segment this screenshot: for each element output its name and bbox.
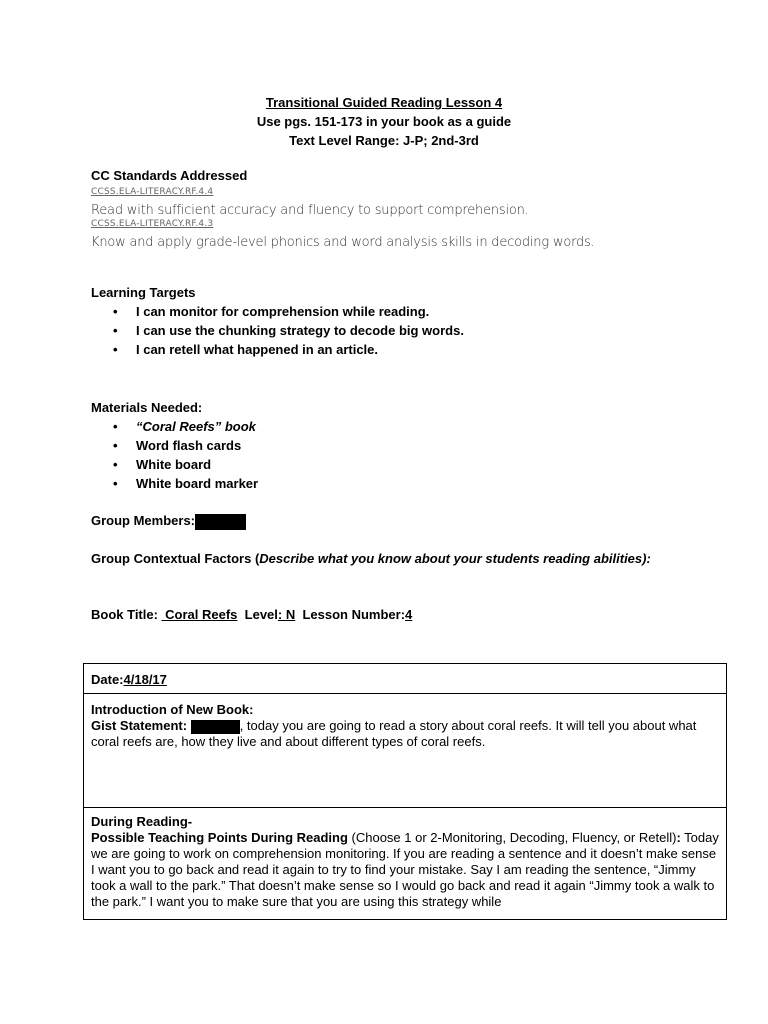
gist-text: , today you are going to read a story about coral reefs. It will tell you about what coral reefs are, how they live and about different types of coral reefs. [91,718,697,749]
list-item: • Word flash cards [113,438,242,453]
standard-code-2[interactable]: CCSS.ELA-LITERACY.RF.4.3 [91,219,214,229]
level-value: : N [277,607,296,622]
teaching-text: Today we are going to work on comprehension monitoring. If you are reading a sentence and it doesn’t make sense I want you to go back and read it again to try to find your mistake. Say I am reading the sentence, “Jimmy took a wall to the park.” That doesn’t make sense so I would go back and read it again “Jimmy took a walk to the park.” I want you to make sure that you are using this strategy while [91,830,719,909]
list-item: • I can use the chunking strategy to decode big words. [113,323,464,338]
book-info [91,606,691,624]
lesson-number-label: Lesson Number: [295,607,406,622]
guide-line: Use pgs. 151-173 in your book as a guide [256,114,512,129]
group-members-label: Group Members: [91,513,196,528]
intro-heading: Introduction of New Book: [91,702,254,717]
list-item: • I can retell what happened in an article. [113,342,379,357]
during-reading-heading: During Reading- [91,814,193,829]
lesson-header [0,93,768,150]
standard-text-2: Know and apply grade-level phonics and word analysis skills in decoding words. [91,235,595,250]
date-value: 4/18/17 [123,672,167,687]
intro-row [84,694,726,808]
contextual-label: Group Contextual Factors ( [91,551,260,566]
gist-statement [91,718,719,750]
group-members [91,512,691,530]
group-contextual-factors [91,550,651,568]
redacted-block [191,720,240,734]
gist-label: Gist Statement: [91,718,191,733]
list-item: • “Coral Reefs” book [113,419,256,434]
targets-list [91,302,691,359]
materials-list [91,417,691,493]
teaching-paren: (Choose 1 or 2-Monitoring, Decoding, Fluency, or Retell) [347,830,677,845]
redacted-block [195,514,246,530]
date-row [84,664,726,694]
book-title-value: Coral Reefs [161,607,238,622]
list-item: • White board marker [113,476,259,491]
targets-section [91,283,691,359]
level-range: Text Level Range: J-P; 2nd-3rd [289,133,479,148]
during-reading-row [84,808,726,919]
targets-heading: Learning Targets [91,285,196,300]
contextual-description: Describe what you know about your students reading abilities): [259,551,651,566]
date-label: Date: [91,672,124,687]
lesson-table [83,663,727,920]
standard-code-1[interactable]: CCSS.ELA-LITERACY.RF.4.4 [91,187,214,197]
lesson-title: Transitional Guided Reading Lesson 4 [265,95,503,110]
materials-heading: Materials Needed: [91,400,203,415]
teaching-label: Possible Teaching Points During Reading [91,830,348,845]
standard-text-1: Read with sufficient accuracy and fluency to support comprehension. [91,203,529,218]
lesson-number-value: 4 [405,607,413,622]
materials-section [91,398,691,493]
level-label: Level [237,607,278,622]
standards-section [91,167,691,255]
teaching-points: Possible Teaching Points During Reading (Choose 1 or 2-Monitoring, Decoding, Fluency, or Retell): Today we are going to work on comprehension monitoring. If you are reading a sentence and it doesn’t make sense I want you to go back and read it again to try to find your mistake. Say I am reading the sentence, “Jimmy took a wall to the park.” That doesn’t make sense so I would go back and read it again “Jimmy took a walk to the park.” I want you to make sure that you are using this strategy while [91,830,719,909]
standards-heading: CC Standards Addressed [91,168,248,183]
list-item: • White board [113,457,212,472]
list-item: • I can monitor for comprehension while reading. [113,304,430,319]
book-title-label: Book Title: [91,607,162,622]
